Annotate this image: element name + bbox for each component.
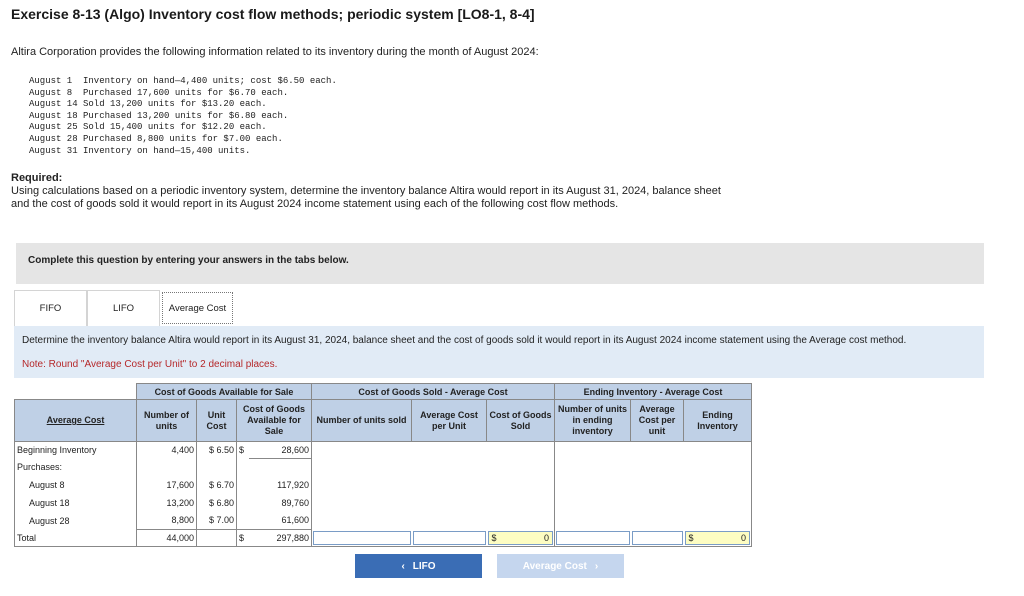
aug18-units: 13,200 [137, 494, 197, 512]
row-header-average-cost: Average Cost [15, 400, 137, 442]
data-line: August 31 Inventory on hand—15,400 units. [29, 145, 251, 156]
ending-inventory-output: $ 0 [685, 531, 751, 545]
required-heading: Required: [11, 172, 63, 184]
data-line: August 14 Sold 13,200 units for $13.20 each. [29, 99, 267, 110]
aug8-cost: $ 6.70 [197, 476, 237, 494]
total-dollar: $ [237, 530, 249, 547]
data-line: August 1 Inventory on hand—4,400 units; cost $6.50 each. [29, 76, 337, 86]
col-cogs: Cost of Goods Sold [487, 400, 555, 442]
prev-button-label: LIFO [412, 560, 436, 572]
avg-cost-input[interactable] [413, 531, 486, 545]
beg-dollar: $ [237, 442, 249, 459]
col-avg-cost: Average Cost per Unit [412, 400, 487, 442]
prev-lifo-button[interactable] [355, 554, 482, 578]
col-avg-cost-2: Average Cost per unit [631, 400, 684, 442]
aug18-total: 89,760 [249, 494, 312, 512]
tab-fifo[interactable]: FIFO [14, 290, 87, 327]
chevron-right-icon: › [594, 560, 599, 572]
col-unit-cost: Unit Cost [197, 400, 237, 442]
col-ending-inventory: Ending Inventory [684, 400, 752, 442]
row-label-aug8: August 8 [15, 476, 137, 494]
units-sold-input[interactable] [313, 531, 411, 545]
intro-text: Altira Corporation provides the following information related to its inventory during the month of August 2024: [11, 46, 539, 58]
aug18-cost: $ 6.80 [197, 494, 237, 512]
row-label-aug28: August 28 [15, 512, 137, 530]
units-ending-input[interactable] [556, 531, 630, 545]
inventory-data-list [29, 76, 337, 157]
col-units-sold: Number of units sold [312, 400, 412, 442]
tab-average-cost[interactable]: Average Cost [162, 292, 233, 324]
col-cgas: Cost of Goods Available for Sale [237, 400, 312, 442]
header-ending: Ending Inventory - Average Cost [555, 384, 752, 400]
cogs-output: $ 0 [488, 531, 554, 545]
col-units-end: Number of units in ending inventory [555, 400, 631, 442]
aug28-units: 8,800 [137, 512, 197, 530]
row-label-aug18: August 18 [15, 494, 137, 512]
instruction-text: Complete this question by entering your answers in the tabs below. [28, 255, 349, 266]
average-cost-table [14, 383, 752, 547]
data-line: August 18 Purchased 13,200 units for $6.80 each. [29, 110, 289, 121]
header-available: Cost of Goods Available for Sale [137, 384, 312, 400]
beg-units: 4,400 [137, 442, 197, 459]
row-label-purchases: Purchases: [15, 459, 137, 476]
next-average-cost-button [497, 554, 624, 578]
beg-total: 28,600 [249, 442, 312, 459]
next-button-label: Average Cost [522, 560, 587, 572]
rounding-note: Note: Round "Average Cost per Unit" to 2 decimal places. [22, 359, 278, 370]
required-text: Using calculations based on a periodic inventory system, determine the inventory balance Altira would report in its August 31, 2024, balance sheet and the cost of goods sold it would report in its August 2024 income statement using each of the following cost flow methods. [11, 185, 721, 210]
tab-lifo[interactable]: LIFO [87, 290, 160, 327]
total-units: 44,000 [137, 530, 197, 547]
chevron-left-icon: ‹ [401, 560, 405, 572]
row-label-total: Total [15, 530, 137, 547]
panel-text: Determine the inventory balance Altira would report in its August 31, 2024, balance sheet and the cost of goods sold it would report in its August 2024 income statement using the Average cost method. [22, 335, 907, 346]
avg-cost-ending-input[interactable] [632, 531, 683, 545]
aug8-total: 117,920 [249, 476, 312, 494]
col-units: Number of units [137, 400, 197, 442]
data-line: August 28 Purchased 8,800 units for $7.00 each. [29, 133, 283, 144]
beg-cost: $ 6.50 [197, 442, 237, 459]
page-title: Exercise 8-13 (Algo) Inventory cost flow methods; periodic system [LO8-1, 8-4] [11, 6, 535, 22]
data-line: August 25 Sold 15,400 units for $12.20 each. [29, 122, 267, 133]
data-line: August 8 Purchased 17,600 units for $6.70 each. [29, 87, 289, 98]
question-panel [14, 326, 984, 378]
aug8-units: 17,600 [137, 476, 197, 494]
aug28-total: 61,600 [249, 512, 312, 530]
header-sold: Cost of Goods Sold - Average Cost [312, 384, 555, 400]
total-cgas: 297,880 [249, 530, 312, 547]
row-label-beginning: Beginning Inventory [15, 442, 137, 459]
aug28-cost: $ 7.00 [197, 512, 237, 530]
